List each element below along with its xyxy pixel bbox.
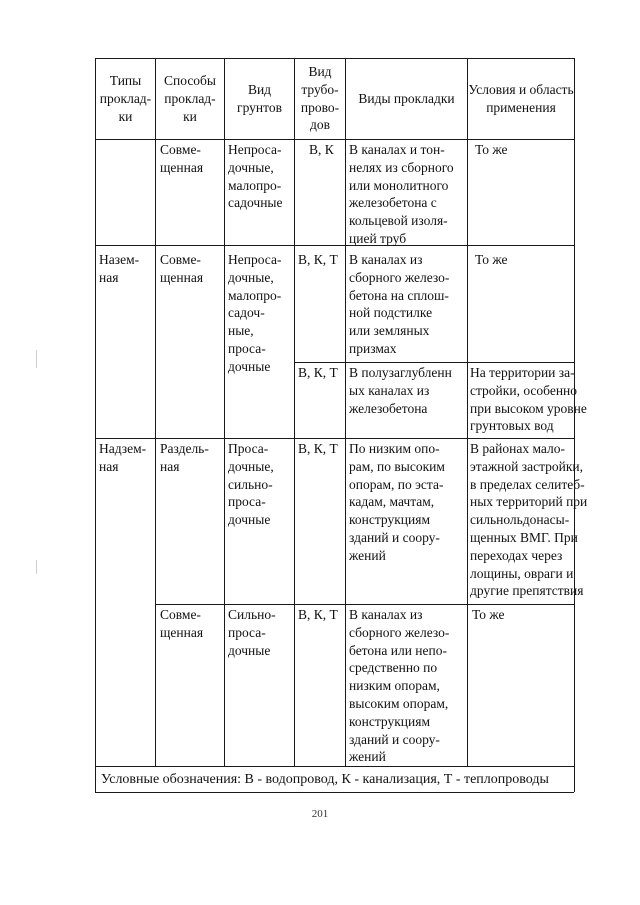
row4-type: Надзем- ная: [99, 441, 147, 474]
header-pipeline-type: Вид трубо- прово- дов: [300, 64, 340, 133]
scan-margin-mark: [36, 350, 37, 368]
table-rule-header-bottom: [95, 139, 574, 140]
table-rule-left: [95, 58, 96, 792]
row2-soil: Непроса- дочные, малопро- садоч- ные, проса- дочные: [228, 252, 282, 374]
row2-pipes: В, К, Т: [298, 252, 338, 267]
table-rule-top: [95, 58, 574, 59]
header-conditions: Условия и область применения: [468, 82, 574, 115]
table-rule-col5: [467, 58, 468, 766]
table-rule-over-row1-bottom: [155, 604, 574, 605]
table-rule-col3: [294, 58, 295, 766]
row2-method: Совме- щенная: [160, 252, 204, 285]
scan-margin-mark-lower: [36, 560, 37, 574]
row4-pipes: В, К, Т: [298, 441, 338, 456]
row4-conditions: В районах мало- этажной застройки, в пределах селитеб- ных территорий при сильнольдонасы- щенных ВМГ. При переходах через лощины, овраги и другие препятствия: [470, 441, 588, 599]
page-number: 201: [311, 808, 329, 820]
row3-laying: В полузаглубленн ых каналах из железобетона: [349, 365, 452, 416]
row5-method: Совме- щенная: [160, 607, 204, 640]
header-laying-type: Типы проклад- ки: [99, 73, 152, 124]
row3-conditions: На территории за- стройки, особенно при высоком уровне грунтовых вод: [470, 365, 587, 434]
row2-type: Назем- ная: [99, 252, 140, 285]
header-soil-type: Вид грунтов: [237, 82, 282, 115]
row5-pipes: В, К, Т: [298, 607, 338, 622]
table-rule-row1-bottom: [95, 245, 574, 246]
table-rule-ground-bottom: [95, 438, 574, 439]
row1-laying: В каналах и тон- нелях из сборного или монолитного железобетона с кольцевой изоля- цией труб: [349, 142, 454, 246]
row1-soil: Непроса- дочные, малопро- садочные: [228, 142, 283, 211]
row2-conditions: То же: [475, 252, 508, 267]
table-rule-body-bottom: [95, 766, 574, 767]
table-rule-col2: [224, 58, 225, 766]
table-rule-bottom: [95, 792, 574, 793]
row1-pipes: В, К: [309, 142, 334, 157]
row3-pipes: В, К, Т: [298, 365, 338, 380]
row4-method: Раздель- ная: [160, 441, 209, 474]
row4-soil: Проса- дочные, сильно- проса- дочные: [228, 441, 274, 528]
row1-conditions: То же: [475, 142, 508, 157]
table-rule-col1: [155, 58, 156, 766]
row1-method: Совме- щенная: [160, 142, 204, 175]
table-rule-row2-bottom: [294, 362, 574, 363]
row4-laying: По низким опо- рам, по высоким опорам, по эста- кадам, мачтам, конструкциям зданий и соору- жений: [349, 441, 445, 563]
table-rule-col4: [345, 58, 346, 766]
header-laying-kinds: Виды прокладки: [358, 91, 455, 106]
row5-conditions: То же: [472, 607, 505, 622]
table-legend: Условные обозначения: В - водопровод, К - канализация, Т - теплопроводы: [101, 772, 549, 787]
row2-laying: В каналах из сборного железо- бетона на сплош- ной подстилке или земляных призмах: [349, 252, 450, 356]
header-laying-method: Способы проклад- ки: [164, 73, 216, 124]
row5-laying: В каналах из сборного железо- бетона или непо- средственно по низким опорам, высоким опорам, конструкциям зданий и соору- жений: [349, 607, 450, 765]
row5-soil: Сильно- проса- дочные: [228, 607, 276, 658]
